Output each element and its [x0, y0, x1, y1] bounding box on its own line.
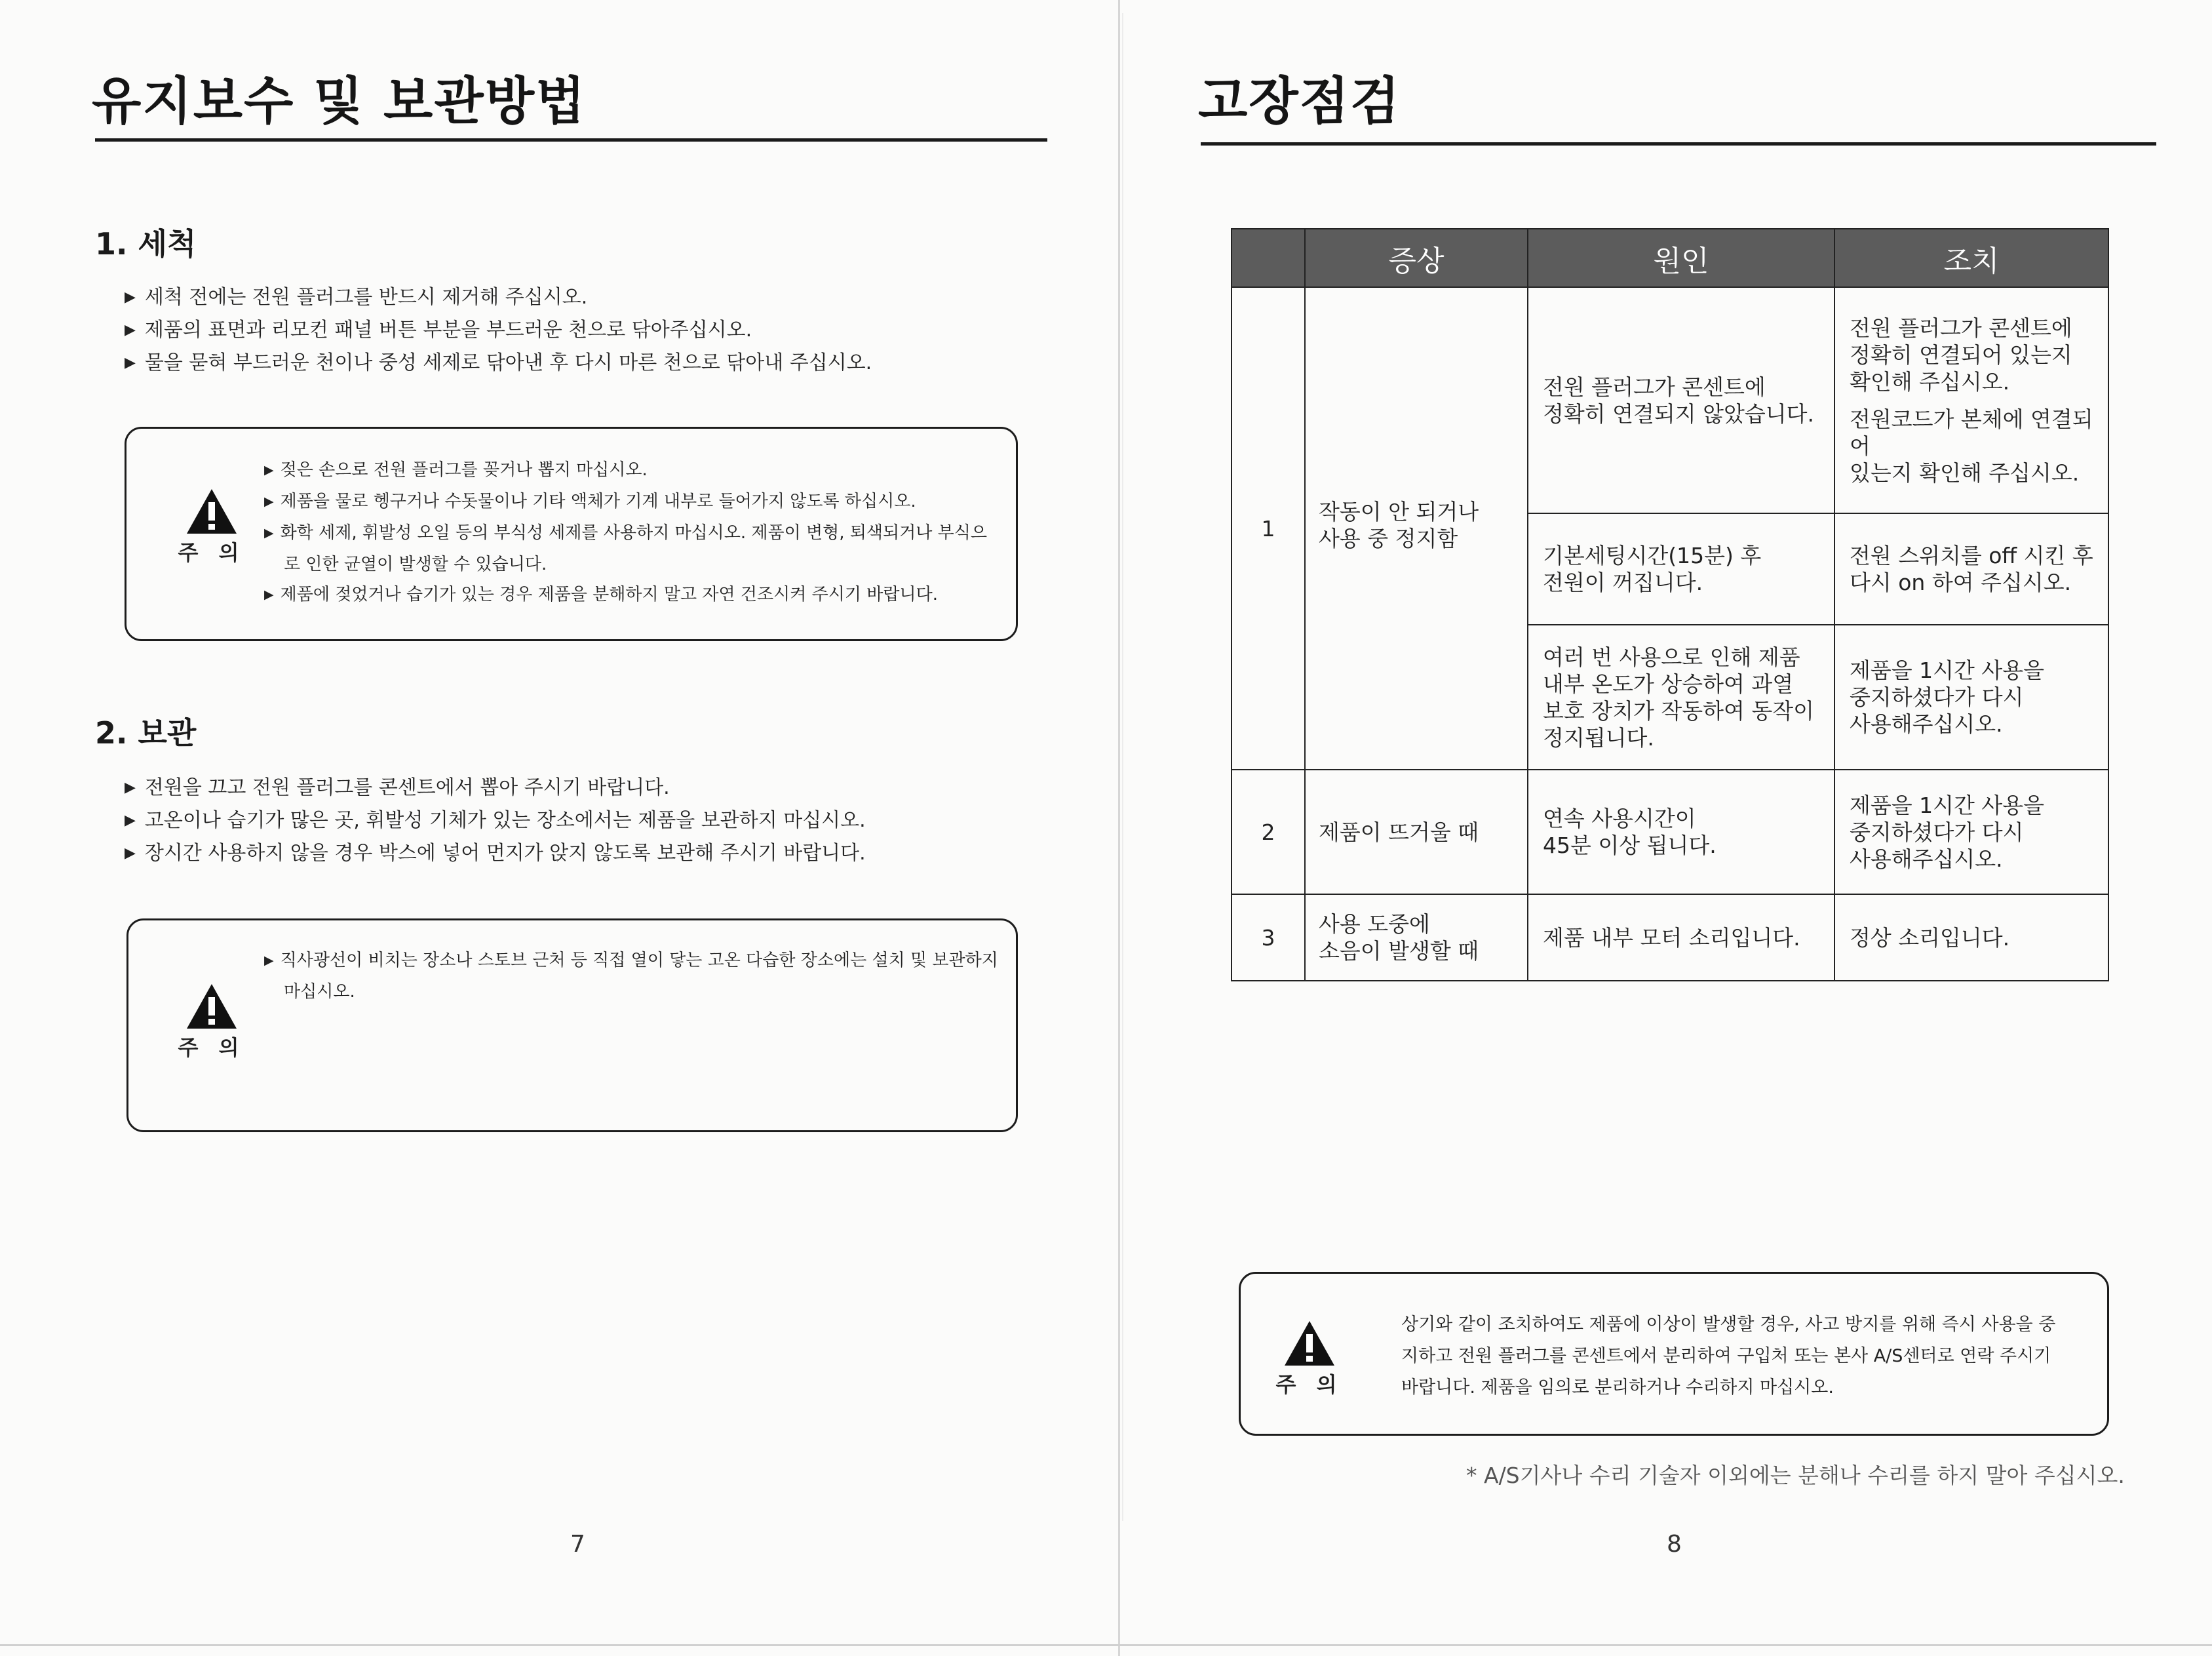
troubleshooting-table: [1231, 228, 2109, 981]
action-cell: [1834, 513, 2108, 625]
table-row: [1232, 894, 2108, 981]
action-cell: [1834, 287, 2108, 513]
row-number: 3: [1232, 894, 1305, 981]
caution-label: 주 의: [178, 540, 246, 565]
cleaning-bullet-list: [125, 282, 872, 380]
page-number-right: 8: [1667, 1531, 1682, 1558]
right-title-rule: [1201, 142, 2156, 146]
list-item: ▶ 장시간 사용하지 않을 경우 박스에 넣어 먼지가 앉지 않도록 보관해 주시기 바랍니다.: [125, 838, 866, 871]
cause-text: 제품 내부 모터 소리입니다.: [1543, 924, 1800, 951]
action-cell: [1834, 625, 2108, 770]
list-item: ▶ 고온이나 습기가 많은 곳, 휘발성 기체가 있는 장소에서는 제품을 보관하지 마십시오.: [125, 805, 866, 838]
caution-list: [264, 945, 998, 1007]
storage-caution-box: [126, 918, 1018, 1132]
list-item: ▶ 세척 전에는 전원 플러그를 반드시 제거해 주십시오.: [125, 282, 872, 315]
caution-item: ▶ 제품을 물로 헹구거나 수돗물이나 기타 액체가 기계 내부로 들어가지 않도록 하십시오.: [264, 486, 998, 518]
action-cell: [1834, 770, 2108, 894]
table-header-row: [1232, 229, 2108, 287]
list-item: ▶ 물을 묻혀 부드러운 천이나 중성 세제로 닦아낸 후 다시 마른 천으로 닦아내 주십시오.: [125, 347, 872, 380]
warning-triangle-icon: [1283, 1320, 1336, 1367]
symptom-text: 사용 도중에 소음이 발생할 때: [1319, 911, 1479, 964]
cause-cell: [1528, 287, 1834, 513]
cause-cell: [1528, 894, 1834, 981]
warning-triangle-icon: [185, 488, 238, 535]
footnote: * A/S기사나 수리 기술자 이외에는 분해나 수리를 하지 말아 주십시오.: [1466, 1463, 2125, 1488]
cause-text: 여러 번 사용으로 인해 제품 내부 온도가 상승하여 과열 보호 장치가 작동하여 동작이 정지됩니다.: [1543, 644, 1815, 751]
cause-text: 연속 사용시간이 45분 이상 됩니다.: [1543, 806, 1717, 858]
table-header-num: [1232, 229, 1305, 287]
book-spine: [1118, 0, 1120, 1656]
page-number-left: 7: [570, 1531, 585, 1558]
cause-cell: [1528, 770, 1834, 894]
warning-triangle-icon: [185, 983, 238, 1030]
table-row: [1232, 287, 2108, 513]
section-heading-storage: 2. 보관: [95, 715, 197, 751]
caution-item: ▶ 직사광선이 비치는 장소나 스토브 근처 등 직접 열이 닿는 고온 다습한 장소에는 설치 및 보관하지 마십시오.: [264, 945, 998, 1007]
list-item: ▶ 제품의 표면과 리모컨 패널 버튼 부분을 부드러운 천으로 닦아주십시오.: [125, 315, 872, 347]
right-page-title: 고장점검: [1198, 72, 1401, 131]
action-text: 전원 스위치를 off 시킨 후 다시 on 하여 주십시오.: [1850, 543, 2093, 595]
action-text: 전원 플러그가 콘센트에 정확히 연결되어 있는지 확인해 주십시오.: [1850, 315, 2072, 395]
action-text: 정상 소리입니다.: [1850, 924, 2010, 951]
section-heading-cleaning: 1. 세척: [95, 226, 197, 262]
caution-label: 주 의: [178, 1035, 246, 1060]
row-number: 1: [1232, 287, 1305, 770]
caution-label: 주 의: [1275, 1372, 1344, 1397]
caution-badge: [169, 488, 254, 566]
caution-text: 상기와 같이 조치하여도 제품에 이상이 발생할 경우, 사고 방지를 위해 즉시 사용을 중지하고 전원 플러그를 콘센트에서 분리하여 구입처 또는 본사 A/S센터로 연락 주시기 바랍니다. 제품을 임의로 분리하거나 수리하지 마십시오.: [1401, 1314, 2056, 1398]
left-page-title: 유지보수 및 보관방법: [92, 72, 587, 131]
symptom-cell: [1305, 287, 1528, 770]
table-row: [1232, 770, 2108, 894]
list-item: ▶ 전원을 끄고 전원 플러그를 콘센트에서 뽑아 주시기 바랍니다.: [125, 772, 866, 805]
symptom-cell: [1305, 770, 1528, 894]
action-text: 제품을 1시간 사용을 중지하셨다가 다시 사용해주십시오.: [1850, 658, 2044, 737]
left-title-rule: [95, 138, 1047, 142]
cause-text: 기본세팅시간(15분) 후 전원이 꺼집니다.: [1543, 543, 1762, 595]
symptom-cell: [1305, 894, 1528, 981]
caution-badge: [169, 983, 254, 1061]
book-spine-shadow: [1122, 13, 1123, 1521]
table-header-action: 조치: [1834, 229, 2108, 287]
cleaning-caution-box: [125, 427, 1018, 641]
cause-cell: [1528, 513, 1834, 625]
cause-cell: [1528, 625, 1834, 770]
cause-text: 전원 플러그가 콘센트에 정확히 연결되지 않았습니다.: [1543, 374, 1815, 427]
symptom-text: 작동이 안 되거나 사용 중 정지함: [1319, 499, 1479, 551]
table-header-symptom: 증상: [1305, 229, 1528, 287]
action-text: 전원코드가 본체에 연결되어 있는지 확인해 주십시오.: [1850, 406, 2093, 486]
action-cell: [1834, 894, 2108, 981]
caution-badge: [1267, 1320, 1352, 1398]
bottom-caution-box: [1239, 1272, 2109, 1436]
row-number: 2: [1232, 770, 1305, 894]
storage-bullet-list: [125, 772, 866, 871]
table-header-cause: 원인: [1528, 229, 1834, 287]
page-bottom-edge: [0, 1644, 2212, 1646]
caution-item: ▶ 젖은 손으로 전원 플러그를 꽂거나 뽑지 마십시오.: [264, 455, 998, 486]
action-text: 제품을 1시간 사용을 중지하셨다가 다시 사용해주십시오.: [1850, 792, 2044, 872]
caution-item: ▶ 화학 세제, 휘발성 오일 등의 부식성 세제를 사용하지 마십시오. 제품이 변형, 퇴색되거나 부식으로 인한 균열이 발생할 수 있습니다.: [264, 518, 998, 580]
caution-list: [264, 455, 998, 611]
caution-item: ▶ 제품에 젖었거나 습기가 있는 경우 제품을 분해하지 말고 자연 건조시켜 주시기 바랍니다.: [264, 580, 998, 611]
symptom-text: 제품이 뜨거울 때: [1319, 819, 1479, 845]
